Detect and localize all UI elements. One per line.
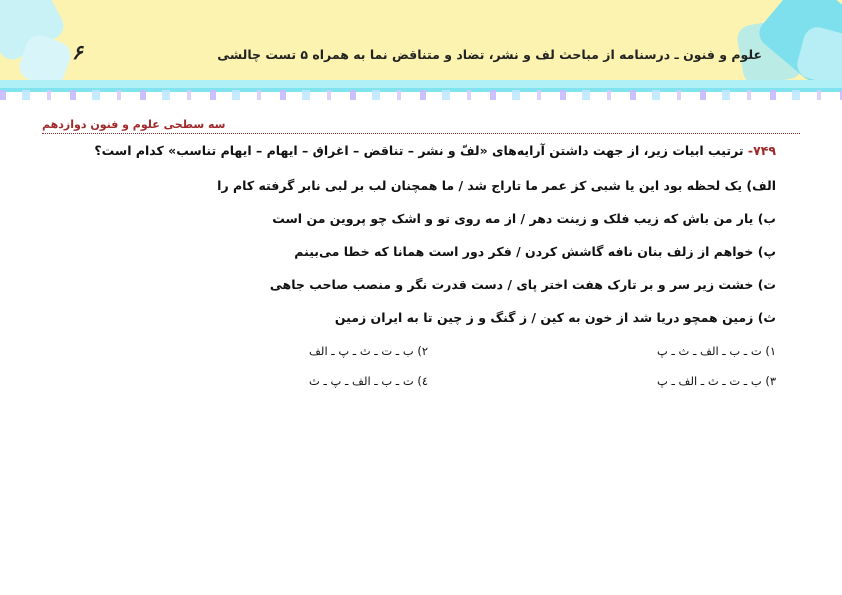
page-title: علوم و فنون ـ درسنامه از مباحث لف و نشر، تضاد و متناقض نما به همراه ۵ تست چالشی [217,47,762,62]
header-stripe-marks [0,90,842,100]
answer-option-1[interactable]: ۱) ت ـ ب ـ الف ـ ث ـ پ [657,344,776,358]
answer-option-2[interactable]: ۲) ب ـ ت ـ ث ـ پ ـ الف [309,344,428,358]
verse-alef: الف) یک لحظه بود این یا شبی کز عمر ما تاراج شد / ما همچنان لب بر لبی نابر گرفته کام را [217,178,776,193]
question-number: ۷۴۹- [747,143,776,158]
verse-te: ت) خشت زیر سر و بر تارک هفت اختر پای / دست قدرت نگر و منصب صاحب جاهی [269,277,776,292]
verse-be: ب) یار من باش که زیب فلک و زینت دهر / از مه روی تو و اشک چو پروین من است [272,211,776,226]
section-level-label: سه سطحی علوم و فنون دوازدهم [42,118,230,131]
verse-pe: پ) خواهم از زلف بنان نافه گاشش کردن / فکر دور است همانا که خطا می‌بینم [294,244,776,259]
answer-option-4[interactable]: ٤) ت ـ ب ـ الف ـ پ ـ ث [309,374,428,388]
page-header [0,0,842,100]
page-number: ۶ [72,40,83,64]
verse-se: ث) زمین همچو دریا شد از خون به کین / ز گنگ و ز چین تا به ایران زمین [334,310,776,325]
question-text: ترتیب ابیات زیر، از جهت داشتن آرایه‌های «لفّ و نشر – تناقض – اغراق – ایهام – ایهام تناسب» کدام است؟ [94,143,744,158]
answer-option-3[interactable]: ۳) ب ـ ت ـ ث ـ الف ـ پ [657,374,776,388]
question-stem [76,143,776,158]
